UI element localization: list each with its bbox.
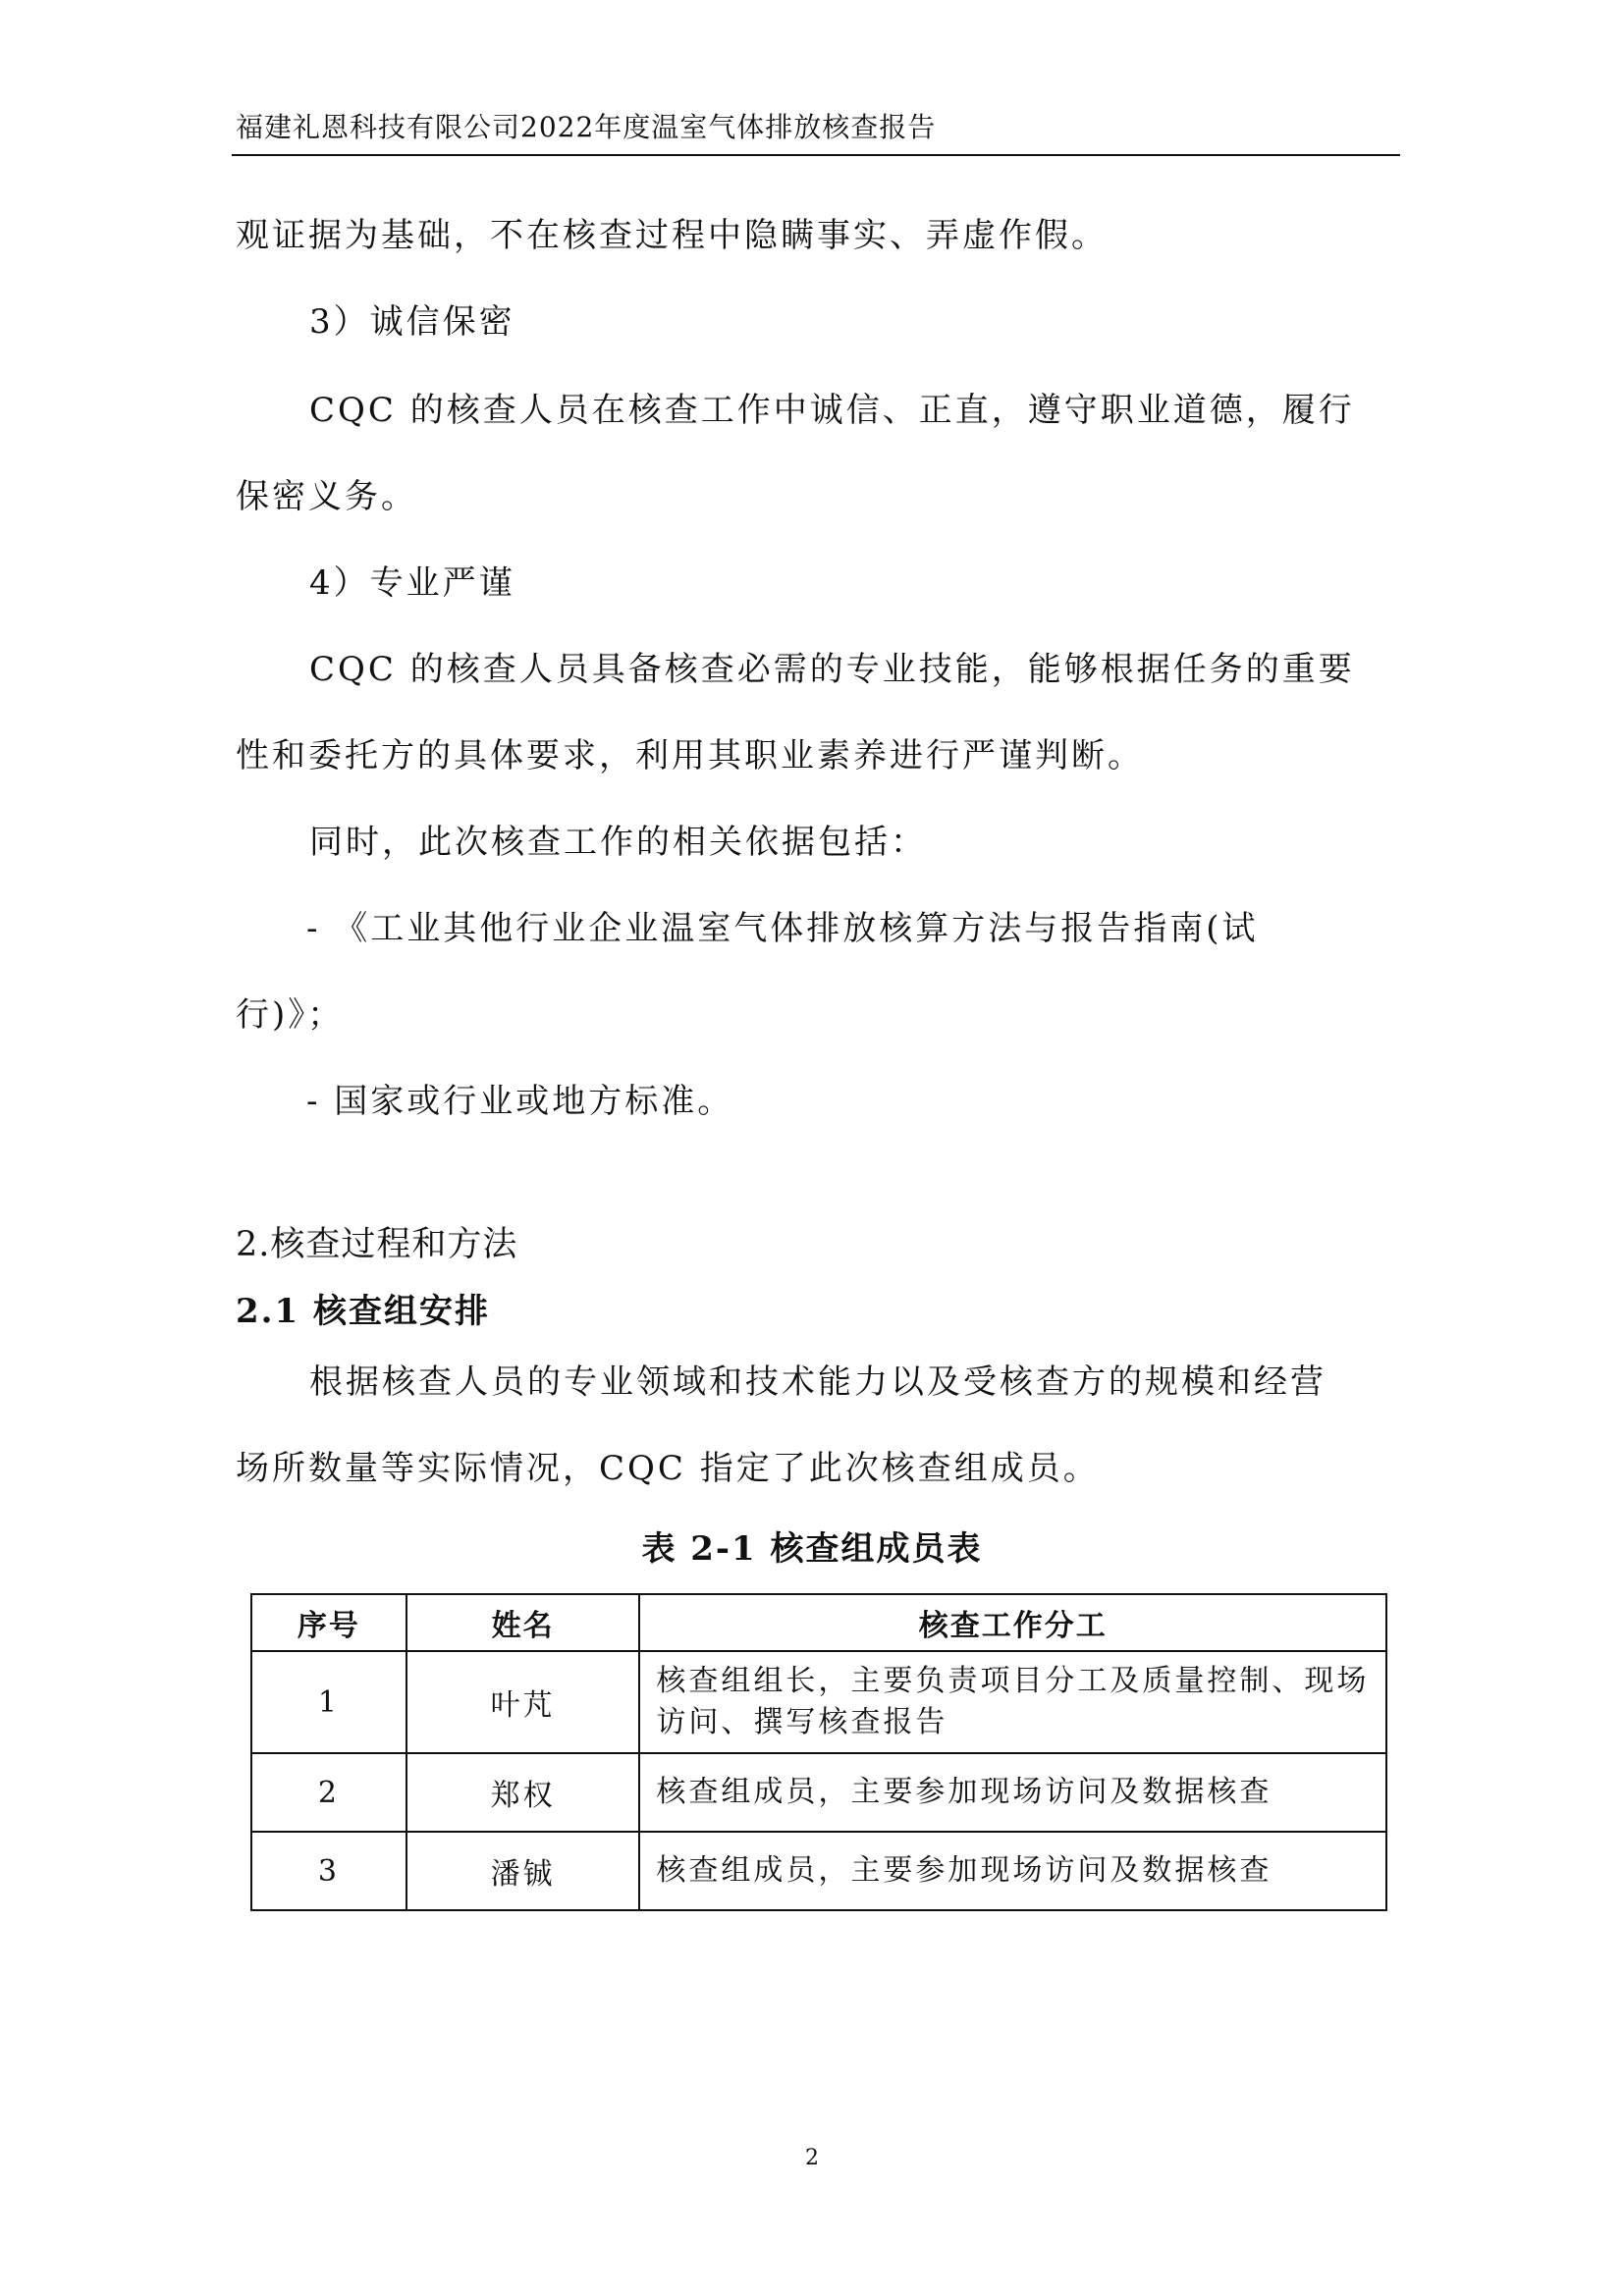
section-title: 2.核查过程和方法 — [236, 1225, 518, 1264]
row-number: 2 — [251, 1753, 406, 1832]
member-duty: 核查组成员，主要参加现场访问及数据核查 — [639, 1753, 1386, 1832]
row-number: 3 — [251, 1832, 406, 1910]
duty-line: 核查组组长，主要负责项目分工及质量控制、现场 — [656, 1664, 1370, 1698]
member-name: 叶芃 — [406, 1651, 640, 1753]
item-heading-3: 3）诚信保密 — [309, 302, 515, 342]
member-name: 郑权 — [406, 1753, 640, 1832]
paragraph-line: 场所数量等实际情况，CQC 指定了此次核查组成员。 — [236, 1449, 1100, 1488]
paragraph-line: 同时，此次核查工作的相关依据包括： — [309, 823, 927, 862]
member-duty: 核查组成员，主要参加现场访问及数据核查 — [639, 1832, 1386, 1910]
team-members-table — [250, 1593, 1387, 1911]
column-header: 核查工作分工 — [639, 1594, 1386, 1651]
table-row — [251, 1651, 1386, 1753]
member-duty — [639, 1651, 1386, 1753]
duty-line: 访问、撰写核查报告 — [656, 1705, 948, 1739]
paragraph-line: 观证据为基础，不在核查过程中隐瞒事实、弄虚作假。 — [236, 216, 1108, 255]
running-header: 福建礼恩科技有限公司2022年度温室气体排放核查报告 — [236, 111, 937, 143]
column-header: 序号 — [251, 1594, 406, 1651]
item-heading-4: 4）专业严谨 — [309, 563, 515, 603]
bullet-item: - 国家或行业或地方标准。 — [306, 1082, 734, 1121]
paragraph-line: CQC 的核查人员在核查工作中诚信、正直，遵守职业道德，履行 — [309, 391, 1355, 430]
header-divider — [232, 154, 1400, 156]
paragraph-line: 性和委托方的具体要求，利用其职业素养进行严谨判断。 — [236, 736, 1144, 775]
row-number: 1 — [251, 1651, 406, 1753]
member-name: 潘铖 — [406, 1832, 640, 1910]
paragraph-line: 根据核查人员的专业领域和技术能力以及受核查方的规模和经营 — [309, 1362, 1326, 1402]
bullet-item-continuation: 行)》； — [236, 995, 345, 1035]
paragraph-line: CQC 的核查人员具备核查必需的专业技能，能够根据任务的重要 — [309, 650, 1355, 689]
paragraph-line: 保密义务。 — [236, 477, 417, 516]
subsection-title: 2.1 核查组安排 — [236, 1292, 490, 1331]
bullet-item: - 《工业其他行业企业温室气体排放核算方法与报告指南(试 — [306, 909, 1259, 948]
column-header: 姓名 — [406, 1594, 640, 1651]
page-number: 2 — [805, 2146, 819, 2170]
table-caption: 表 2-1 核查组成员表 — [641, 1529, 983, 1569]
table-row — [251, 1753, 1386, 1832]
table-header-row — [251, 1594, 1386, 1651]
table-row — [251, 1832, 1386, 1910]
